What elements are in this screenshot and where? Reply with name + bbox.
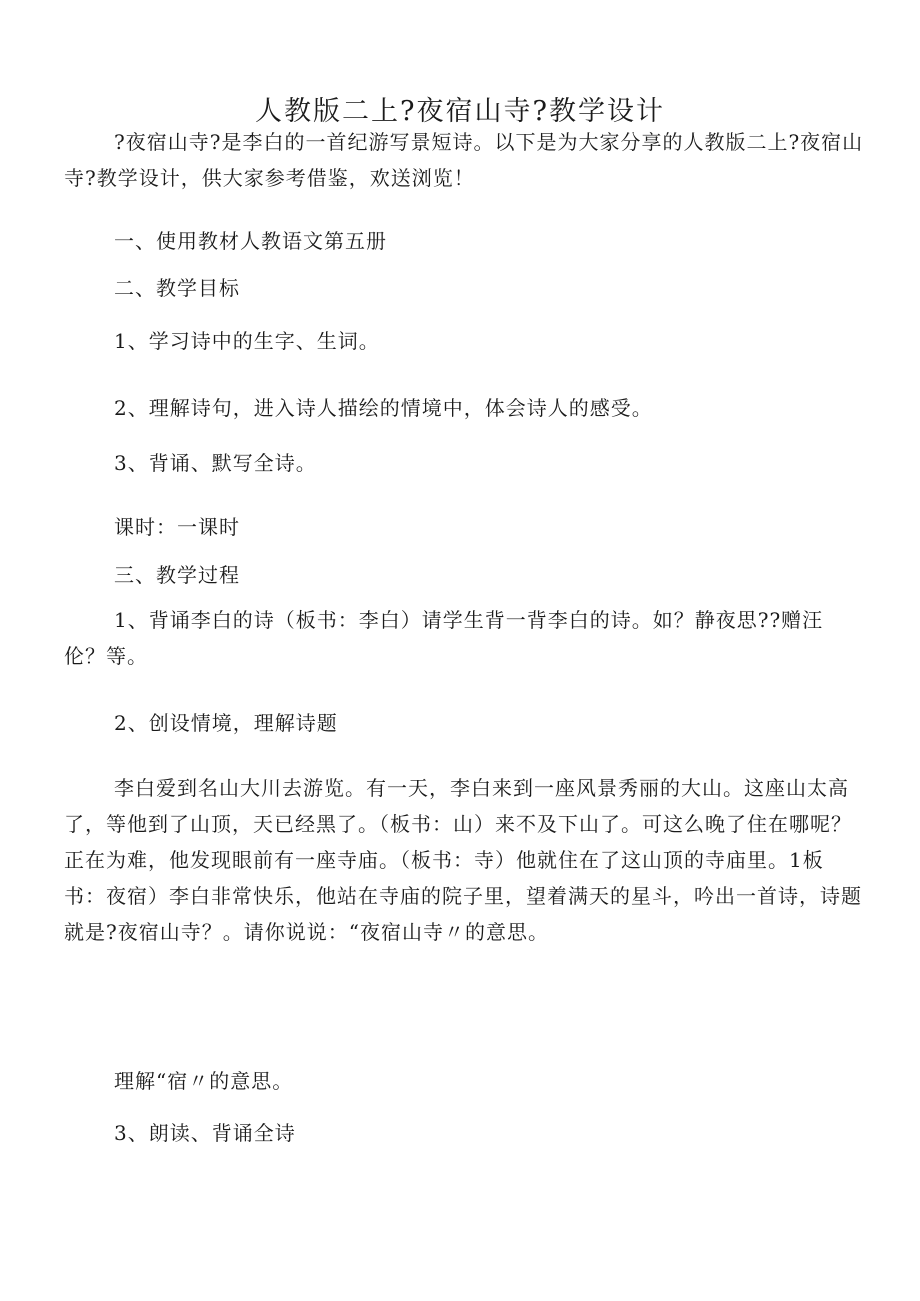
process-step-3: 3、朗读、背诵全诗 (114, 1121, 296, 1145)
goal-item-3: 3、背诵、默写全诗。 (114, 451, 317, 475)
process-step-1: 1、背诵李白的诗（板书：李白）请学生背一背李白的诗。如？静夜思??赠汪伦？等。 (64, 608, 824, 668)
document-title: 人教版二上?夜宿山寺?教学设计 (255, 96, 665, 128)
section-goals-heading: 二、教学目标 (114, 276, 240, 300)
goal-item-2: 2、理解诗句，进入诗人描绘的情境中，体会诗人的感受。 (114, 396, 653, 420)
section-process-heading: 三、教学过程 (114, 563, 240, 587)
section-materials: 一、使用教材人教语文第五册 (114, 229, 387, 253)
process-step-2: 2、创设情境，理解诗题 (114, 711, 338, 735)
intro-paragraph: ?夜宿山寺?是李白的一首纪游写景短诗。以下是为大家分享的人教版二上?夜宿山寺?教学设计，供大家参考借鉴，欢送浏览！ (64, 130, 864, 190)
goal-item-1: 1、学习诗中的生字、生词。 (114, 329, 380, 353)
story-paragraph: 李白爱到名山大川去游览。有一天，李白来到一座风景秀丽的大山。这座山太高了，等他到了山顶，天已经黑了。（板书：山）来不及下山了。可这么晚了住在哪呢？正在为难，他发现眼前有一座寺庙。（板书：寺）他就住在了这山顶的寺庙里。1板书：夜宿）李白非常快乐，他站在寺庙的院子里，望着满天的星斗，吟出一首诗，诗题就是?夜宿山寺？。请你说说：“夜宿山寺〃的意思。 (64, 776, 862, 944)
class-hours: 课时：一课时 (114, 515, 240, 539)
understand-note: 理解“宿〃的意思。 (114, 1069, 294, 1093)
